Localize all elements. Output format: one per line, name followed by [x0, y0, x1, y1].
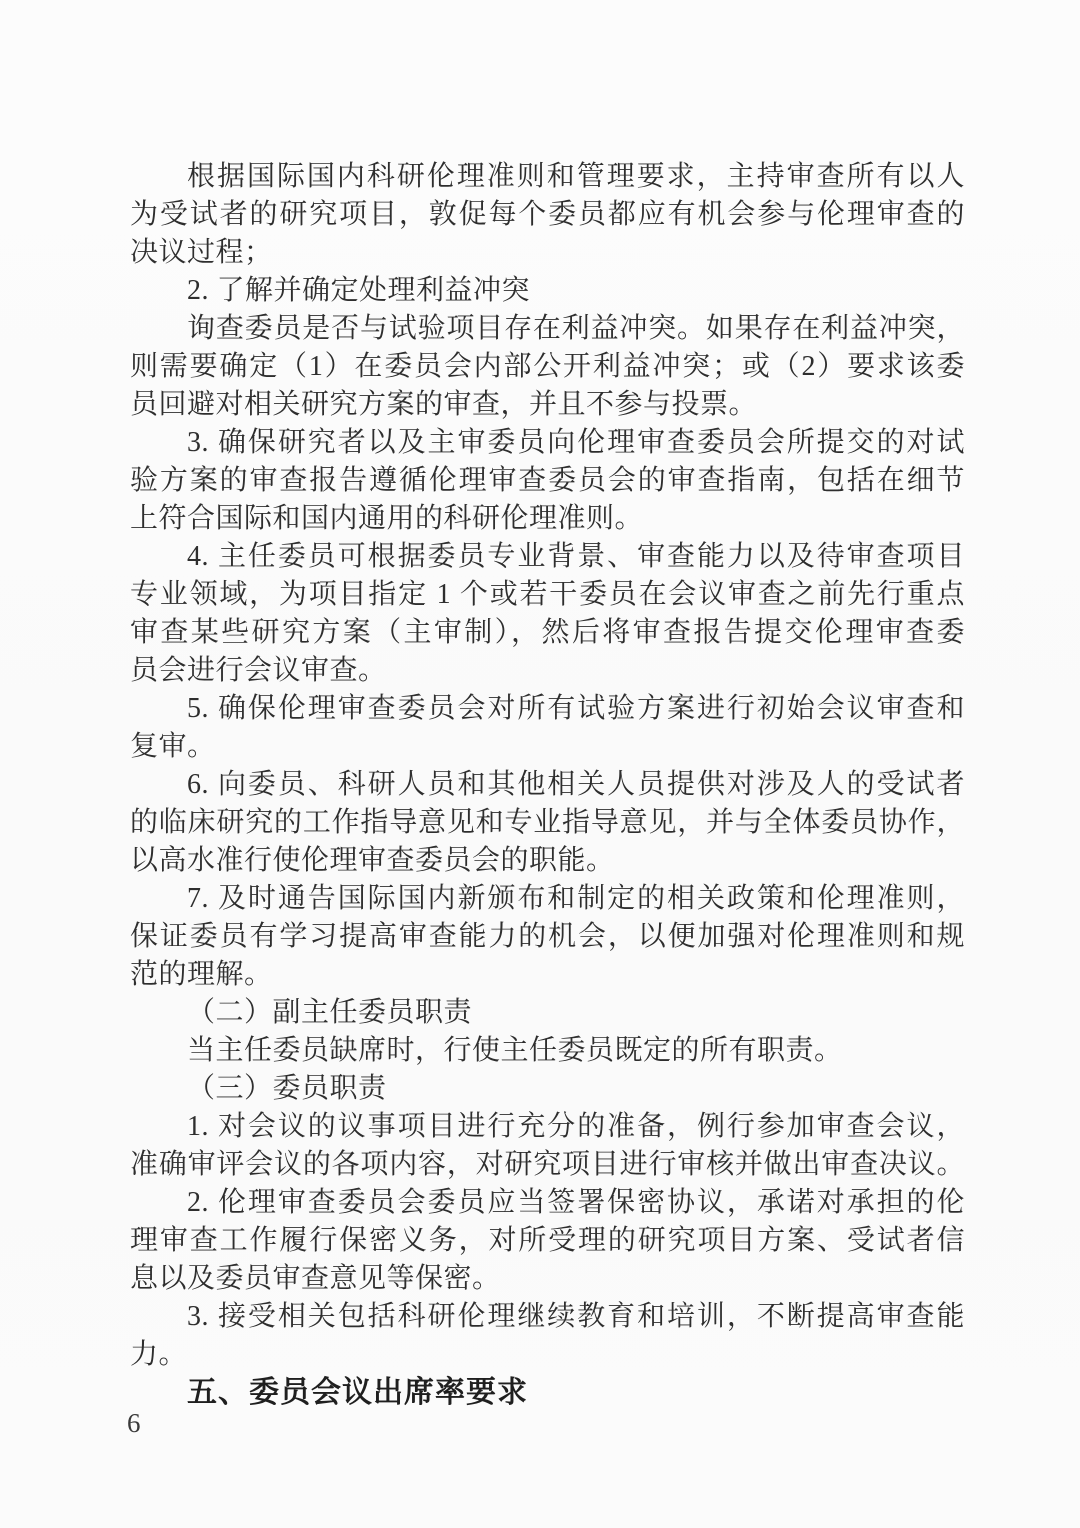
- body-text-line: 准确审评会议的各项内容，对研究项目进行审核并做出审查决议。: [130, 1149, 965, 1180]
- body-text-line: 保证委员有学习提高审查能力的机会，以便加强对伦理准则和规: [130, 921, 965, 952]
- body-text-line: 理审查工作履行保密义务，对所受理的研究项目方案、受试者信: [130, 1225, 965, 1256]
- section-heading: 五、委员会议出席率要求: [187, 1376, 528, 1409]
- body-text-line: 根据国际国内科研伦理准则和管理要求，主持审查所有以人: [187, 161, 965, 192]
- body-text-line: 决议过程；: [130, 237, 273, 268]
- body-text-line: 力。: [130, 1339, 188, 1370]
- body-text-line: 的临床研究的工作指导意见和专业指导意见，并与全体委员协作，: [130, 807, 965, 838]
- body-text-line: 上符合国际和国内通用的科研伦理准则。: [130, 503, 644, 534]
- body-text-line: 当主任委员缺席时，行使主任委员既定的所有职责。: [187, 1035, 843, 1066]
- body-text-line: 3. 确保研究者以及主审委员向伦理审查委员会所提交的对试: [187, 427, 965, 458]
- body-text-line: 员会进行会议审查。: [130, 655, 387, 686]
- body-text-line: 2. 伦理审查委员会委员应当签署保密协议，承诺对承担的伦: [187, 1187, 965, 1218]
- body-text-line: 员回避对相关研究方案的审查，并且不参与投票。: [130, 389, 758, 420]
- body-text-line: 7. 及时通告国际国内新颁布和制定的相关政策和伦理准则，: [187, 883, 965, 914]
- body-text-line: 6. 向委员、科研人员和其他相关人员提供对涉及人的受试者: [187, 769, 965, 800]
- body-text-line: 验方案的审查报告遵循伦理审查委员会的审查指南，包括在细节: [130, 465, 965, 496]
- body-text-line: 5. 确保伦理审查委员会对所有试验方案进行初始会议审查和: [187, 693, 965, 724]
- subsection-heading-vice-chair: （二）副主任委员职责: [187, 997, 473, 1028]
- subsection-heading-members: （三）委员职责: [187, 1073, 387, 1104]
- body-text-line: 询查委员是否与试验项目存在利益冲突。如果存在利益冲突，: [187, 313, 965, 344]
- body-text-line: 为受试者的研究项目，敦促每个委员都应有机会参与伦理审查的: [130, 199, 965, 230]
- body-text-line: 2. 了解并确定处理利益冲突: [187, 275, 531, 306]
- body-text-line: 审查某些研究方案（主审制），然后将审查报告提交伦理审查委: [130, 617, 965, 648]
- body-text-line: 专业领域，为项目指定 1 个或若干委员在会议审查之前先行重点: [130, 579, 965, 610]
- body-text-line: 复审。: [130, 731, 216, 762]
- document-body: [130, 158, 965, 1412]
- body-text-line: 4. 主任委员可根据委员专业背景、审查能力以及待审查项目: [187, 541, 965, 572]
- page-number: 6: [127, 1408, 141, 1438]
- body-text-line: 以高水准行使伦理审查委员会的职能。: [130, 845, 615, 876]
- body-text-line: 1. 对会议的议事项目进行充分的准备，例行参加审查会议，: [187, 1111, 965, 1142]
- body-text-line: 则需要确定（1）在委员会内部公开利益冲突；或（2）要求该委: [130, 351, 965, 382]
- body-text-line: 3. 接受相关包括科研伦理继续教育和培训，不断提高审查能: [187, 1301, 965, 1332]
- body-text-line: 息以及委员审查意见等保密。: [130, 1263, 501, 1294]
- body-text-line: 范的理解。: [130, 959, 273, 990]
